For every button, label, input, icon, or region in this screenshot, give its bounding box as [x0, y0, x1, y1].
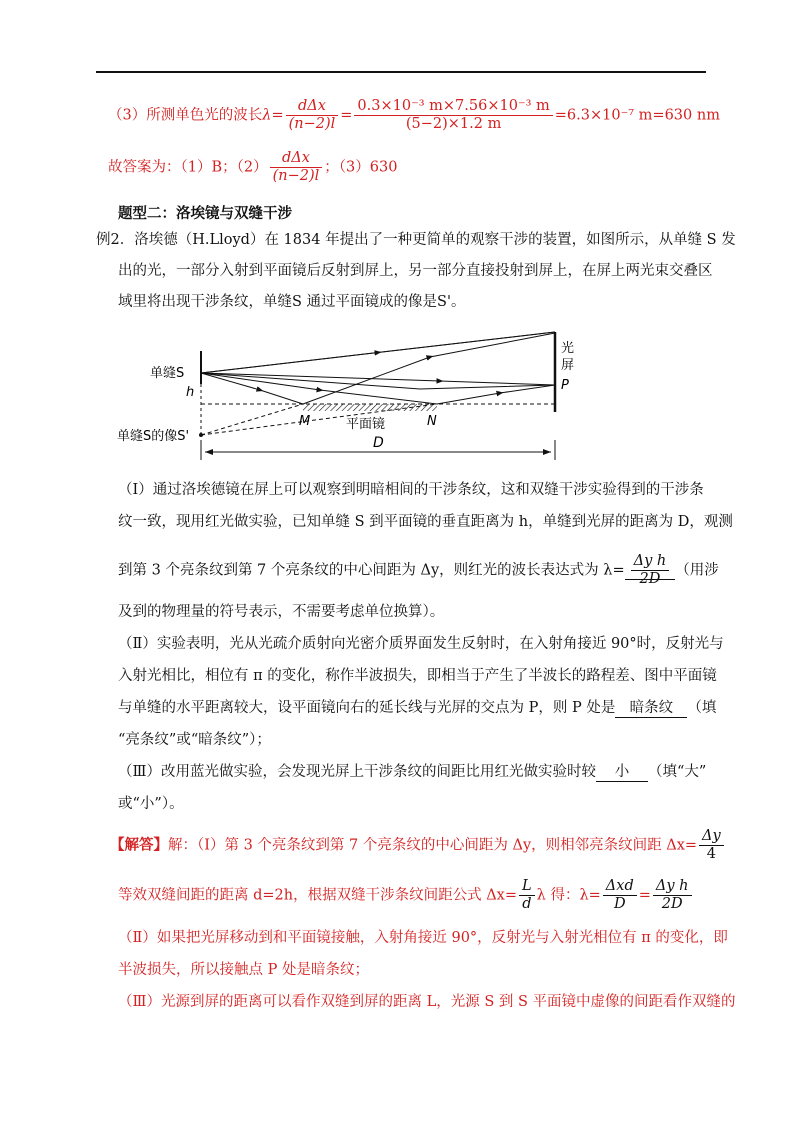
label-M: M: [299, 414, 311, 429]
frac-den: 4: [706, 846, 716, 862]
frac-num: Δy h: [653, 878, 692, 896]
ray-top-arrow: [201, 332, 555, 373]
solution-line2-prefix: 等效双缝间距的距离 d=2h，根据双缝干涉条纹间距公式 Δx=: [118, 887, 518, 904]
dim-arrow-left: [205, 449, 213, 455]
frac-num: dΔx: [270, 150, 323, 168]
label-mirror: 平面镜: [346, 417, 386, 432]
solution-fraction-dx: [699, 828, 724, 863]
label-slit-image: 单缝S的像S': [117, 429, 190, 444]
frac-num: Δxd: [603, 878, 637, 896]
solution-line-2: 等效双缝间距的距离 d=2h，根据双缝干涉条纹间距公式 Δx= $\frac{L}{d}$ λ 得：λ= $\frac{\text{Δxd}}{D}$ = $\frac{\text{Δy h}}{2D}$: [118, 878, 694, 913]
example-line-2: 出的光，一部分入射到平面镜后反射到屏上，另一部分直接投射到屏上，在屏上两光束交叠区: [118, 263, 713, 279]
solution-line-4: 半波损失，所以接触点 P 处是暗条纹；: [118, 962, 369, 978]
frac-num: 0.3×10⁻³ m×7.56×10⁻³ m: [354, 98, 552, 116]
virtual-ray-M: [201, 404, 303, 435]
frac-num: Δy h: [631, 553, 670, 571]
frac-den: 2D: [639, 571, 661, 587]
example-line-1: 例2．洛埃德（H.Lloyd）在 1834 年提出了一种更简单的观察干涉的装置，如图所示，从单缝 S 发: [96, 232, 736, 248]
fraction-L-d: [519, 878, 535, 913]
solution-tag: 【解答】: [110, 836, 168, 854]
answer-label: 故答案为：（1）B；（2）: [108, 159, 268, 176]
part2-line-2: 入射光相比，相位有 π 的变化，称作半波损失，即相当于产生了半波长的路程差、图中平面镜: [118, 668, 717, 684]
part3-line1-suffix: （填“大”: [647, 764, 707, 780]
label-screen-2: 屏: [561, 358, 575, 373]
label-P: P: [561, 378, 569, 393]
part2-line3-suffix: （填: [687, 700, 717, 716]
part1-answer-fraction: [631, 553, 670, 588]
frac-den: 2D: [661, 896, 683, 912]
calc-prefix: （3）所测单色光的波长: [108, 107, 263, 124]
section-title: 题型二：洛埃镜与双缝干涉: [118, 206, 292, 222]
frac-den: D: [613, 896, 626, 912]
part2-answer-blank: 暗条纹: [615, 696, 687, 718]
calc-lambda: λ: [262, 107, 272, 124]
reflected-ray-M: [303, 333, 555, 404]
part1-line-4: 及到的物理量的符号表示，不需要考虑单位换算）。: [118, 604, 445, 620]
part2-line-1: （Ⅱ）实验表明，光从光疏介质射向光密介质界面发生反射时，在入射角接近 90°时，反射光与: [118, 636, 724, 652]
example-line-3: 域里将出现干涉条纹，单缝S 通过平面镜成的像是S'。: [118, 294, 466, 310]
solution-line2-mid: λ 得：λ=: [536, 887, 601, 904]
wavelength-calc: （3）所测单色光的波长λ= $\frac{\text{dΔx}}{(n-2)l}$ = $\frac{\text{0.3×10⁻³ m×7.56×10⁻³ m}}{(5-2)\times 1.2 m}$ =6.3×10⁻⁷ m=630 nm: [108, 98, 720, 132]
plane-mirror: [303, 404, 437, 411]
label-N: N: [427, 414, 437, 429]
frac-den: (5−2)×1.2 m: [405, 116, 502, 132]
part3-line-2: 或“小”）。: [118, 796, 184, 812]
solution-line-5: （Ⅲ）光源到屏的距离可以看作双缝到屏的距离 L，光源 S 到 S 平面镜中虚像的间距看作双缝的: [118, 994, 736, 1010]
frac-num: dΔx: [286, 98, 339, 116]
part3-answer-blank: 小: [596, 760, 648, 782]
ray-middle: [201, 373, 555, 385]
dim-arrow-right: [543, 449, 551, 455]
frac-num: Δy: [699, 828, 724, 846]
slit-image-point: [199, 433, 203, 437]
ray-to-N: [201, 373, 437, 404]
answer-tail: ；（3）630: [324, 159, 398, 176]
part3-line1-prefix: （Ⅲ）改用蓝光做实验，会发现光屏上干涉条纹的间距比用红光做实验时较: [118, 764, 596, 780]
frac-den: (n−2)l: [288, 116, 336, 132]
part2-line-4: “亮条纹”或“暗条纹”）；: [118, 732, 271, 748]
frac-den: (n−2)l: [272, 168, 320, 184]
label-h: h: [186, 385, 195, 400]
fraction-dyh-2D: [653, 878, 692, 913]
part1-line-2: 纹一致，现用红光做实验，已知单缝 S 到平面镜的垂直距离为 h，单缝到光屏的距离为 D，观测: [118, 514, 733, 530]
part3-line-1: [118, 760, 706, 782]
part2-line-3: [118, 696, 716, 718]
label-slit: 单缝S: [150, 366, 185, 381]
solution-line1-prefix: 解：（Ⅰ）第 3 个亮条纹到第 7 个亮条纹的中心间距为 Δy，则相邻亮条纹间距 Δx=: [168, 837, 698, 854]
solution-line-3: （Ⅱ）如果把光屏移动到和平面镜接触，入射角接近 90°，反射光与入射光相位有 π 的变化，即: [118, 930, 728, 946]
part1-line3-prefix: 到第 3 个亮条纹到第 7 个亮条纹的中心间距为 Δy，则红光的波长表达式为 λ=: [118, 562, 625, 579]
frac-den: d: [522, 896, 532, 912]
solution-line-1: [110, 828, 726, 863]
part1-line-3: [118, 553, 719, 588]
label-screen-1: 光: [561, 341, 575, 356]
part1-line-1: （Ⅰ）通过洛埃德镜在屏上可以观察到明暗相间的干涉条纹，这和双缝干涉实验得到的干涉条: [118, 482, 704, 498]
part1-answer-blank: [625, 553, 676, 587]
part1-line3-suffix: （用涉: [675, 562, 719, 579]
calc-result: =6.3×10⁻⁷ m=630 nm: [554, 107, 720, 124]
part2-line3-prefix: 与单缝的水平距离较大，设平面镜向右的延长线与光屏的交点为 P，则 P 处是: [118, 700, 616, 716]
fraction-dxd-D: [603, 878, 637, 913]
label-D: D: [373, 435, 384, 451]
ray-to-M: [201, 373, 303, 404]
frac-num: L: [519, 878, 535, 896]
